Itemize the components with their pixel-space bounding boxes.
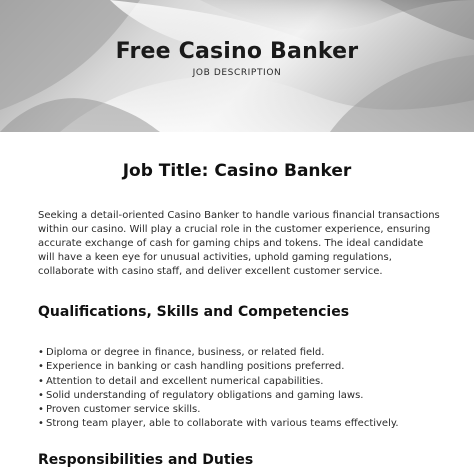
list-item bbox=[38, 389, 448, 403]
list-item-text: Attention to detail and excellent numerical capabilities. bbox=[46, 375, 324, 387]
document-subtitle: JOB DESCRIPTION bbox=[192, 68, 282, 78]
qualifications-list bbox=[38, 346, 448, 432]
intro-paragraph: Seeking a detail-oriented Casino Banker to handle various financial transactions within our casino. Will play a crucial role in the customer experience, ensuring accurate exchange of cash for gaming chips and tokens. The ideal candidate will have a keen eye for unusual activities, uphold gaming regulations, collaborate with casino staff, and deliver excellent customer service. bbox=[38, 210, 440, 277]
bullet-icon: • bbox=[38, 389, 44, 401]
list-item bbox=[38, 417, 448, 431]
list-item bbox=[38, 375, 448, 389]
bullet-icon: • bbox=[38, 418, 44, 430]
list-item-text: Strong team player, able to collaborate with various teams effectively. bbox=[46, 418, 399, 430]
bullet-icon: • bbox=[38, 361, 44, 373]
qualifications-heading: Qualifications, Skills and Competencies bbox=[38, 304, 350, 320]
bullet-icon: • bbox=[38, 375, 44, 387]
list-item bbox=[38, 346, 448, 360]
job-title-heading: Job Title: Casino Banker bbox=[122, 161, 352, 181]
list-item-text: Diploma or degree in finance, business, or related field. bbox=[46, 347, 325, 358]
responsibilities-heading: Responsibilities and Duties bbox=[38, 452, 254, 468]
document-title: Free Casino Banker bbox=[115, 39, 359, 64]
list-item-text: Proven customer service skills. bbox=[46, 404, 201, 416]
bullet-icon: • bbox=[38, 347, 44, 358]
header-text bbox=[0, 38, 474, 79]
bullet-icon: • bbox=[38, 404, 44, 416]
list-item bbox=[38, 403, 448, 417]
list-item-text: Solid understanding of regulatory obligations and gaming laws. bbox=[46, 389, 364, 401]
list-item bbox=[38, 360, 448, 374]
list-item-text: Experience in banking or cash handling positions preferred. bbox=[46, 361, 345, 373]
header-banner bbox=[0, 0, 474, 132]
